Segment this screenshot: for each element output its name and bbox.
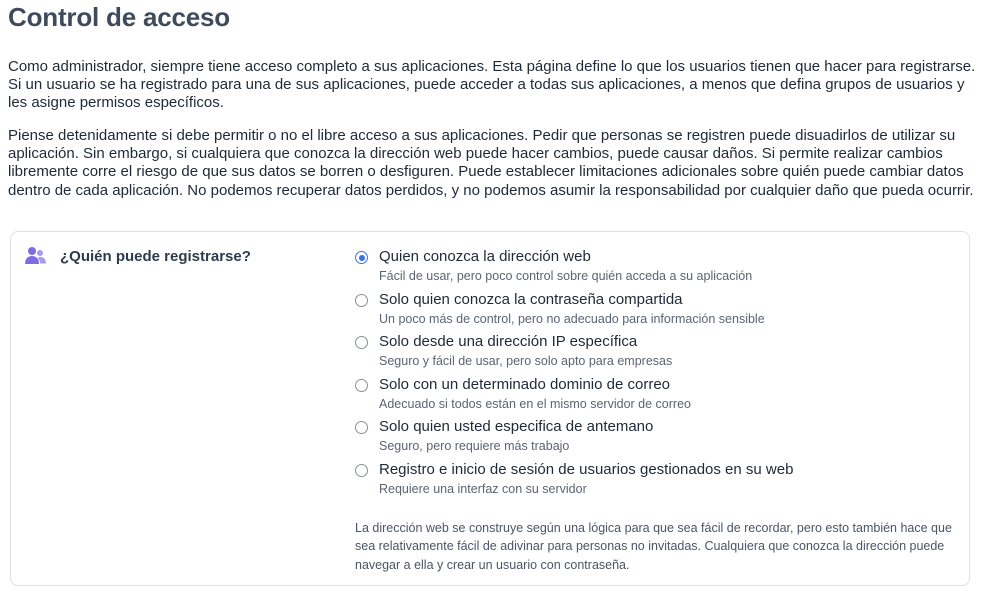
radio-button[interactable] — [355, 294, 368, 307]
option-specified-users[interactable] — [355, 418, 955, 461]
option-managed-login[interactable] — [355, 461, 955, 504]
option-ip-address[interactable] — [355, 333, 955, 376]
registration-section-title: ¿Quién puede registrarse? — [60, 247, 251, 265]
radio-button[interactable] — [355, 421, 368, 434]
option-email-domain[interactable] — [355, 376, 955, 419]
radio-button[interactable] — [355, 336, 368, 349]
option-description: Seguro y fácil de usar, pero solo apto para empresas — [379, 354, 673, 369]
intro-paragraph-admin: Como administrador, siempre tiene acceso completo a sus aplicaciones. Esta página define lo que los usuarios tienen que hacer para registrarse. Si un usuario se ha registrado para una de sus aplicaciones, puede acceder a todas sus aplicaciones, a menos que defina grupos de usuarios y les asigne permisos específicos. — [8, 58, 976, 112]
radio-button[interactable] — [355, 464, 368, 477]
radio-button[interactable] — [355, 379, 368, 392]
users-icon — [25, 246, 47, 266]
option-label[interactable]: Quien conozca la dirección web — [379, 248, 591, 265]
option-description: Adecuado si todos están en el mismo servidor de correo — [379, 396, 691, 411]
registration-settings-card — [10, 231, 970, 586]
option-shared-password[interactable] — [355, 291, 955, 334]
option-label[interactable]: Solo quien usted especifica de antemano — [379, 418, 654, 436]
option-description: Seguro, pero requiere más trabajo — [379, 439, 570, 454]
option-label[interactable]: Solo con un determinado dominio de correo — [379, 375, 671, 393]
option-label[interactable]: Registro e inicio de sesión de usuarios gestionados en su web — [379, 460, 794, 478]
option-description: Fácil de usar, pero poco control sobre quién acceda a su aplicación — [379, 269, 753, 283]
page-title: Control de acceso — [8, 2, 230, 32]
option-description: Un poco más de control, pero no adecuado para información sensible — [379, 311, 765, 326]
intro-paragraph-warning: Piense detenidamente si debe permitir o no el libre acceso a sus aplicaciones. Pedir que personas se registren puede disuadirlos de utilizar su aplicación. Sin embargo, si cualquiera que conozca la dirección web puede hacer cambios, puede causar daños. Si permite realizar cambios libremente corre el riesgo de que sus datos se borren o desfiguren. Puede establecer limitaciones adicionales sobre quién puede cambiar datos dentro de cada aplicación. No podemos recuperar datos perdidos, y no podemos asumir la responsabilidad por cualquier daño que pueda ocurrir. — [8, 127, 974, 199]
registration-section-header — [25, 246, 251, 266]
option-web-address[interactable] — [355, 248, 955, 291]
registration-options — [355, 248, 955, 504]
radio-button[interactable] — [355, 251, 368, 264]
registration-note: La dirección web se construye según una lógica para que sea fácil de recordar, pero esto también hace que sea relativamente fácil de adivinar para personas no invitadas. Cualquiera que conozca la dirección puede navegar a ella y crear un usuario con contraseña. — [355, 521, 952, 572]
option-label[interactable]: Solo quien conozca la contraseña compartida — [379, 290, 683, 308]
option-label[interactable]: Solo desde una dirección IP específica — [379, 333, 638, 351]
option-description: Requiere una interfaz con su servidor — [379, 481, 587, 496]
